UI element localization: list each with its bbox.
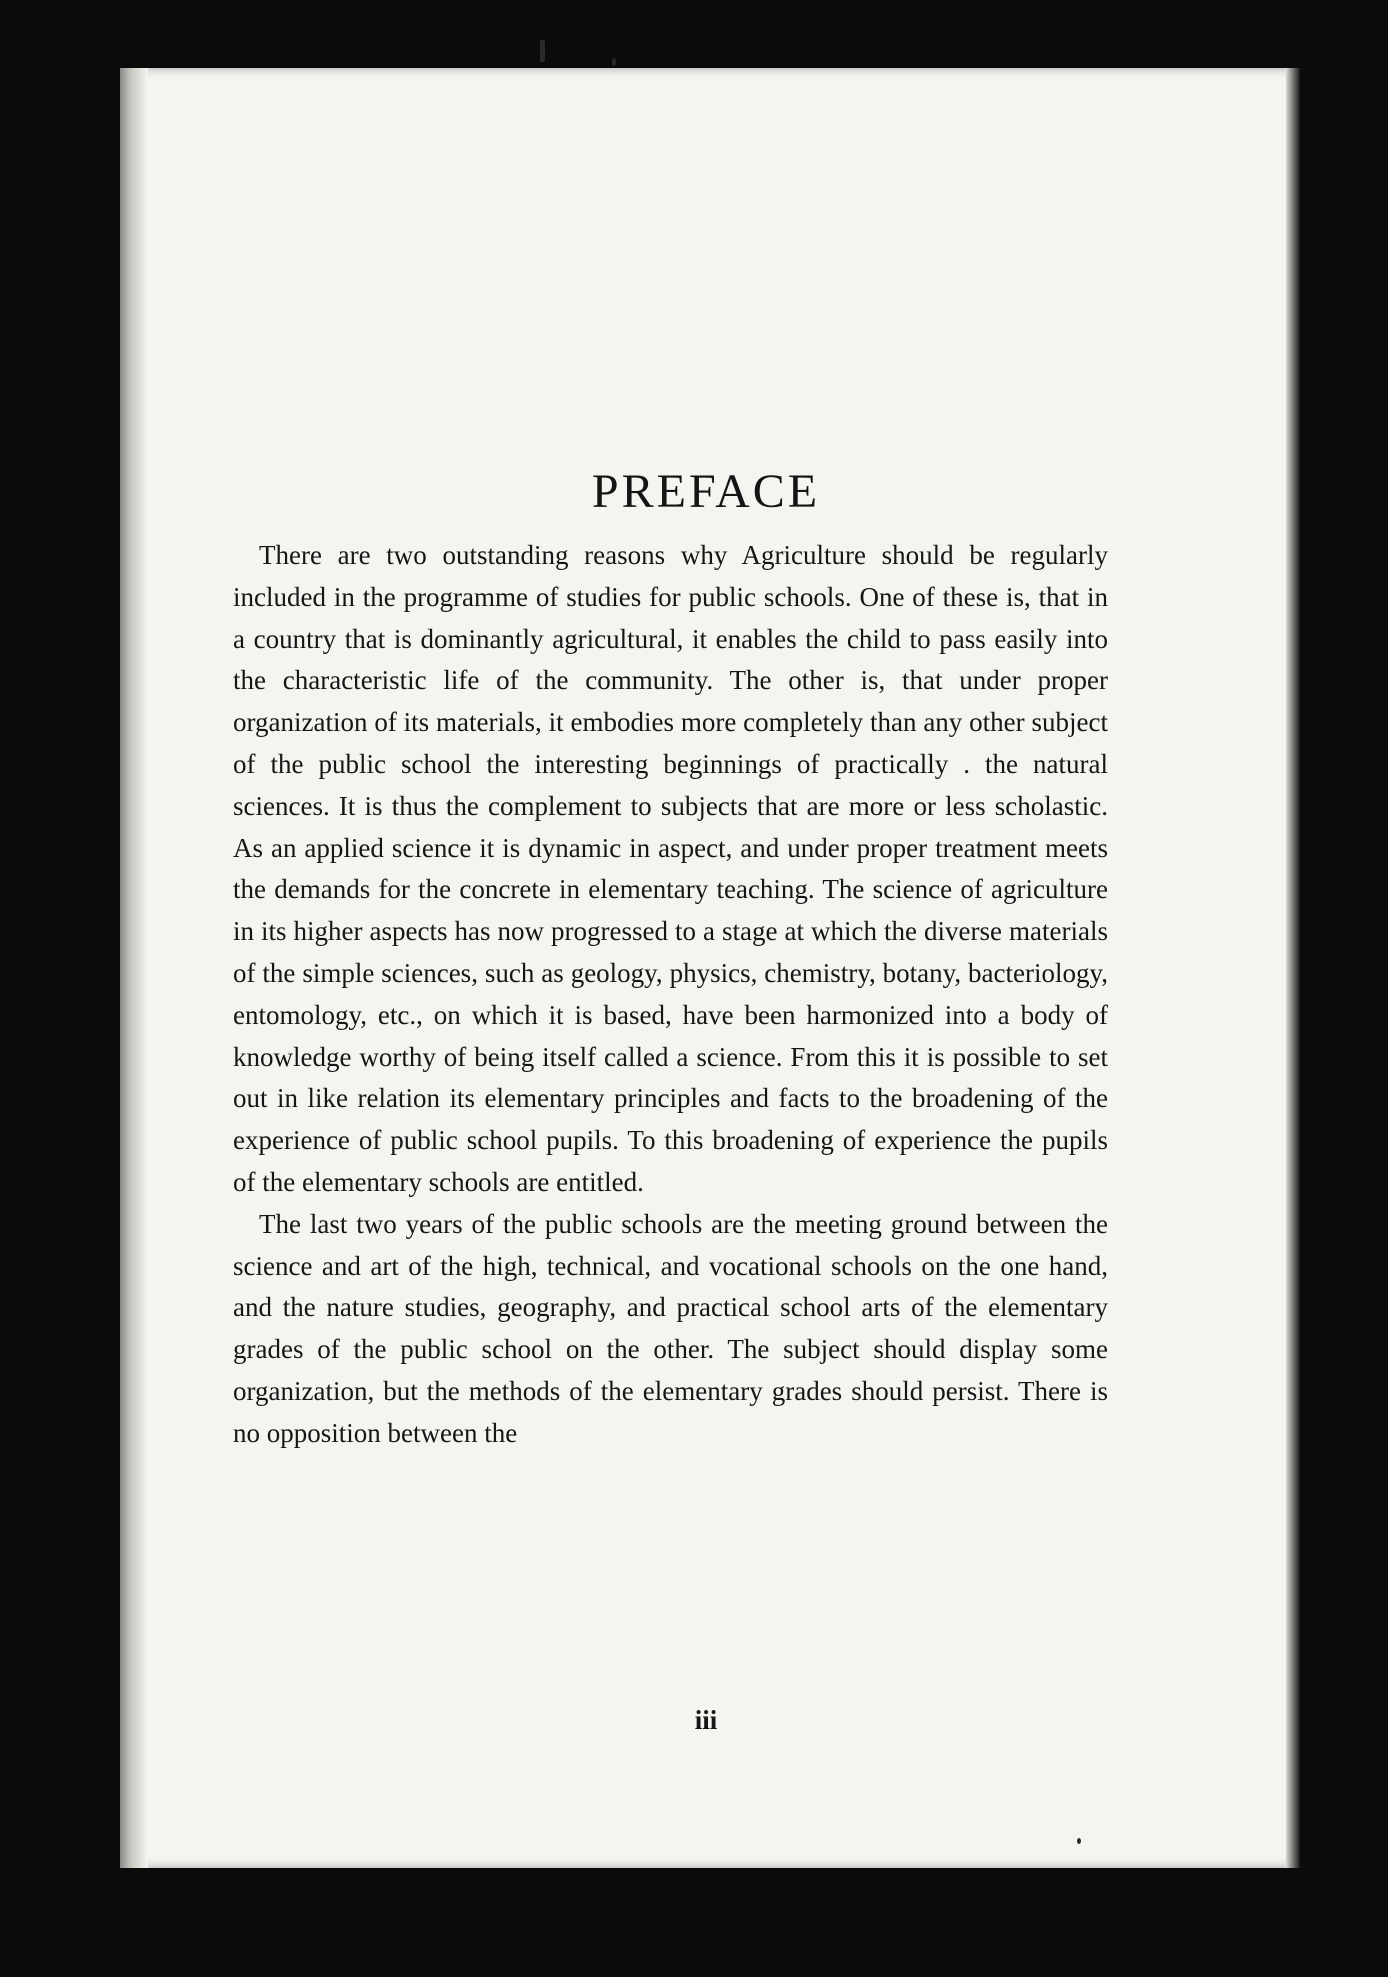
paragraph-2: The last two years of the public schools are the meeting ground between the science and art of the high, technical, and vocational schools on the one hand, and the nature studies, geography, and practical school arts of the elementary grades of the public school on the other. The subject should display some organization, but the methods of the elementary grades should persist. There is no opposition between the: [233, 1208, 1108, 1448]
page-heading: PREFACE: [591, 465, 821, 519]
page-right-edge: [1286, 68, 1300, 1868]
page-number: iii: [694, 1705, 718, 1735]
scan-speck: [612, 58, 616, 66]
paragraph-1: There are two outstanding reasons why Agriculture should be regularly included in the programme of studies for public schools. One of these is, that in a country that is dominantly agricultural, it enables the child to pass easily into the characteristic life of the community. The other is, that under proper organization of its materials, it embodies more completely than any other subject of the public school the interesting beginnings of practically . the natural sciences. It is thus the complement to subjects that are more or less scholastic. As an applied science it is dynamic in aspect, and under proper treatment meets the demands for the concrete in elementary teaching. The science of agriculture in its higher aspects has now progressed to a stage at which the diverse materials of the simple sciences, such as geology, physics, chemistry, botany, bacteriology, entomology, etc., on which it is based, have been harmonized into a body of knowledge worthy of being itself called a science. From this it is possible to set out in like relation its elementary principles and facts to the broadening of the experience of public school pupils. To this broadening of experience the pupils of the elementary schools are entitled.: [233, 540, 1108, 1197]
page-gutter-shadow: [120, 68, 148, 1868]
scan-speck: [1077, 1838, 1081, 1844]
scan-speck: [540, 40, 545, 62]
body-text: [233, 535, 1108, 1455]
